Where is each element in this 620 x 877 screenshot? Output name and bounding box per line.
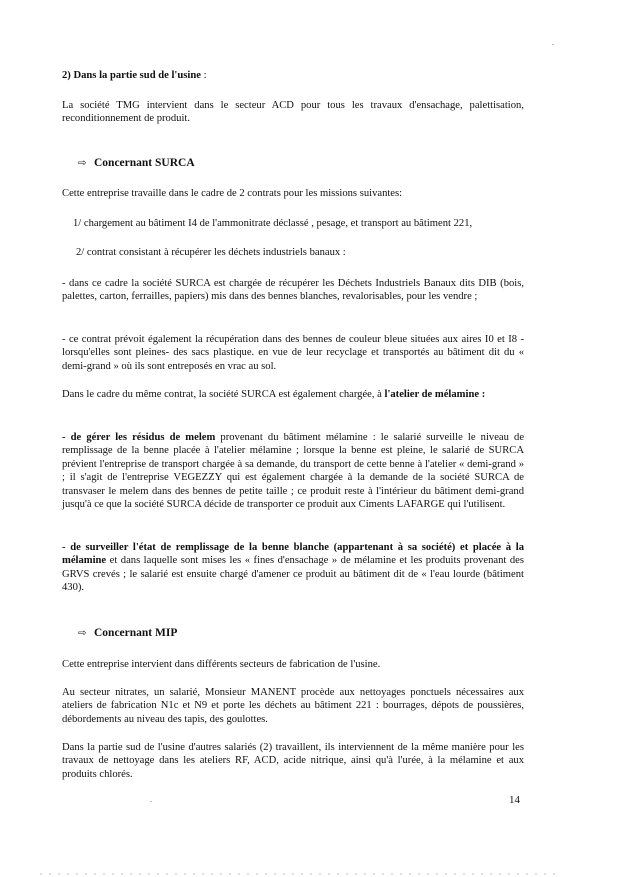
paragraph-benne-blanche: - de surveiller l'état de remplissage de la benne blanche (appartenant à sa société) et placée à la mélamine et dans laquelle sont mises les « fines d'ensachage » de mélamine et les produits provenant des GRVS crevés ; le salarié est ensuite chargé d'amener ce produit au bâtiment dit de « l'eau lourde (bâtiment 430).: [62, 542, 524, 594]
paragraph-mip: Cette entreprise intervient dans différents secteurs de fabrication de l'usine.: [62, 659, 381, 670]
paragraph-contrat-1: 1/ chargement au bâtiment I4 de l'ammonitrate déclassé , pesage, et transport au bâtiment 221,: [73, 218, 473, 229]
scan-speck: [150, 801, 152, 802]
scan-speck: [552, 44, 554, 45]
paragraph-tmg: La société TMG intervient dans le secteur ACD pour tous les travaux d'ensachage, palettisation, reconditionnement de produit.: [62, 100, 524, 125]
heading-surca: ⇨ Concernant SURCA: [78, 157, 195, 169]
paragraph-dib: - dans ce cadre la société SURCA est chargée de récupérer les Déchets Industriels Banaux dits DIB (bois, palettes, carton, ferrailles, papiers) mis dans des bennes blanches, revalorisables, pour les vendre ;: [62, 278, 524, 303]
paragraph-contrat-2: 2/ contrat consistant à récupérer les déchets industriels banaux :: [76, 247, 346, 258]
page-number: 14: [509, 794, 520, 806]
paragraph-bennes-bleues: - ce contrat prévoit également la récupération dans des bennes de couleur bleue situées aux aires I0 et I8 -lorsqu'elles sont pleines- des sacs plastique. en vue de leur recyclage et transportés au bâtiment dit du « demi-grand » où ils sont entreposés en vrac au sol.: [62, 334, 524, 372]
paragraph-partie-sud: Dans la partie sud de l'usine d'autres salariés (2) travaillent, ils interviennent de la même manière pour les travaux de nettoyage dans les ateliers RF, ACD, acide nitrique, ainsi qu'à l'urée, à la mélamine et aux produits chlorés.: [62, 742, 524, 780]
arrow-right-icon: ⇨: [78, 158, 87, 169]
paragraph-cadre-melamine: Dans le cadre du même contrat, la société SURCA est également chargée, à l'atelier de mélamine :: [62, 389, 486, 400]
heading-mip: ⇨ Concernant MIP: [78, 627, 178, 639]
arrow-right-icon: ⇨: [78, 628, 87, 639]
paragraph-melem: - de gérer les résidus de melem provenant du bâtiment mélamine : le salarié surveille le niveau de remplissage de la benne placée à l'atelier mélamine ; lorsque la benne est pleine, le salarié de SURCA prévient l'entreprise de transport chargée à sa demande, du transport de cette benne à l'atelier « demi-grand » ; il s'agit de l'entreprise VEGEZZY qui est également chargée à la demande de la société SURCA de transvaser le melem dans des bennes de petite taille ; ce produit reste à l'intérieur du bâtiment demi-grand jusqu'à ce que la société SURCA décide de transporter ce produit aux Ciments LAFARGE qui l'utilisent.: [62, 432, 525, 511]
paragraph-nitrates: Au secteur nitrates, un salarié, Monsieur MANENT procède aux nettoyages ponctuels nécessaires aux ateliers de fabrication N1c et N9 et porte les déchets au bâtiment 221 : bourrages, dépots de poussières, débordements au niveau des tapis, des goulottes.: [62, 687, 524, 725]
scan-edge-noise: [40, 873, 560, 875]
paragraph-contrats: Cette entreprise travaille dans le cadre de 2 contrats pour les missions suivantes:: [62, 188, 403, 199]
heading-partie-sud: 2) Dans la partie sud de l'usine :: [62, 70, 207, 81]
